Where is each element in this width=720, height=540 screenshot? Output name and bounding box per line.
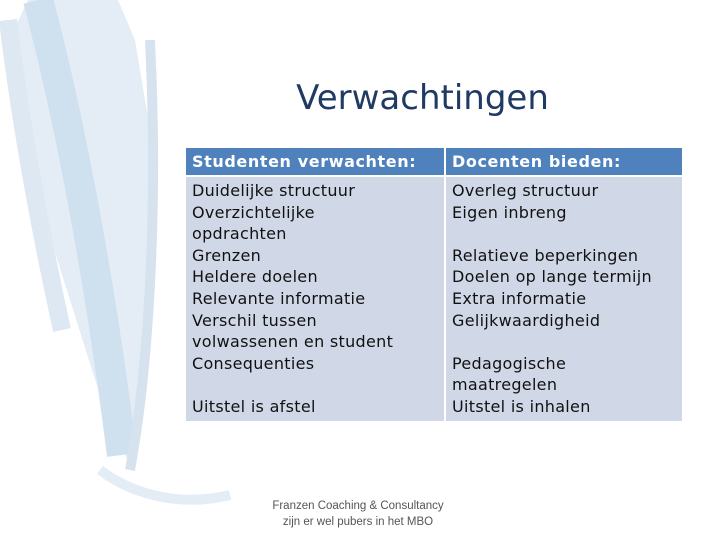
blank-line: [452, 223, 676, 245]
student-expectations-cell: [186, 177, 444, 421]
list-item: Extra informatie: [452, 288, 587, 308]
header-student-expectations: Studenten verwachten:: [186, 148, 444, 175]
list-item: Eigen inbreng: [452, 202, 567, 222]
list-item: Uitstel is afstel: [192, 396, 316, 416]
teacher-offers-cell: [446, 177, 682, 421]
list-item: Gelijkwaardigheid: [452, 310, 601, 330]
list-item: Uitstel is inhalen: [452, 396, 591, 416]
list-item: Relatieve beperkingen: [452, 245, 639, 265]
list-item: volwassenen en student: [192, 332, 394, 352]
list-item: Doelen op lange termijn: [452, 267, 652, 287]
blank-line: [192, 374, 438, 396]
page-title: Verwachtingen: [296, 78, 549, 118]
list-item: Heldere doelen: [192, 267, 318, 287]
table-header-row: [186, 148, 682, 175]
footer: [258, 498, 458, 530]
list-item: Overleg structuur: [452, 181, 599, 200]
list-item: Overzichtelijke: [192, 202, 315, 222]
list-item: Relevante informatie: [192, 288, 366, 308]
footer-subtitle: zijn er wel pubers in het MBO: [282, 516, 434, 528]
list-item: opdrachten: [192, 224, 287, 244]
header-teacher-offers: Docenten bieden:: [446, 148, 682, 175]
footer-company: Franzen Coaching & Consultancy: [272, 500, 444, 512]
blank-line: [452, 331, 676, 353]
expectations-table: [184, 146, 684, 419]
list-item: maatregelen: [452, 375, 558, 395]
list-item: Consequenties: [192, 353, 315, 373]
list-item: Duidelijke structuur: [192, 181, 356, 200]
list-item: Grenzen: [192, 245, 262, 265]
list-item: Verschil tussen: [192, 310, 317, 330]
hull-shape: [100, 470, 230, 500]
list-item: Pedagogische: [452, 353, 567, 373]
table-row: [186, 177, 682, 421]
